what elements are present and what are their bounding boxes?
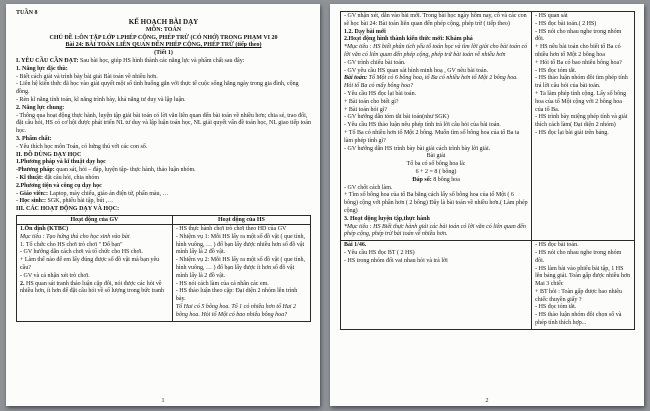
paragraph <box>344 13 528 29</box>
paragraph <box>16 18 311 27</box>
paragraph-lead: 1.Phương pháp và kĩ thuật dạy học <box>16 159 106 166</box>
paragraph <box>16 81 311 97</box>
paragraph <box>20 281 169 297</box>
paragraph <box>344 177 528 185</box>
paragraph-text: - Biết cách giải và trình bày bài giải Bài toán về nhiều hơn. <box>16 73 158 80</box>
paragraph <box>16 27 311 35</box>
paragraph-lead: I. YÊU CẦU CẦN ĐẠT: <box>16 58 79 65</box>
paragraph-text: đặt câu hỏi, chia nhóm <box>43 175 99 182</box>
paragraph <box>344 75 528 91</box>
paragraph <box>535 21 631 29</box>
paragraph <box>20 234 169 242</box>
paragraph-lead: - Kĩ thuật: <box>16 175 43 182</box>
paragraph <box>16 136 311 144</box>
gv-activities-cell <box>341 12 532 241</box>
paragraph-lead: II. ĐỒ DÙNG DẠY HỌC <box>16 151 82 158</box>
paragraph-text: Tổ ba có số bông hoa là: <box>406 161 466 168</box>
paragraph-lead: 1. Năng lực đặc thù: <box>16 65 68 72</box>
hs-activities-cell <box>532 12 635 241</box>
paragraph <box>16 144 311 152</box>
paragraph <box>344 91 528 99</box>
paragraph-lead: 2.Hoạt động hình thành kiến thức mới: Khám phá <box>344 36 473 43</box>
paragraph <box>344 44 528 60</box>
paragraph <box>20 273 169 281</box>
gv-activities-cell <box>17 225 173 322</box>
paragraph-text: + BT hỏi : Toàn gấp được bao nhiêu chiếc thuyền giấy ? <box>535 288 622 303</box>
paragraph-lead: - Giáo viên:: <box>16 190 48 197</box>
gv-activities-cell <box>341 241 532 330</box>
paragraph-text: - HS thảo luận nhóm đôi tìm phép tính trả lời câu hỏi của bài toán. <box>535 75 628 90</box>
paragraph-text: - Yêu cầu HS thảo luận nêu phép tính trả lời câu hỏi của bài toán. <box>344 122 501 129</box>
paragraph <box>535 289 631 305</box>
paragraph-text: Laptop, máy chiếu, giáo án điện tử, phấn màu, … <box>48 190 169 197</box>
paragraph-text: Sau bài học, giúp HS hình thành các năng lực và phẩm chất sau đây: <box>78 58 245 65</box>
paragraph <box>16 183 311 191</box>
paragraph-lead: MÔN: TOÁN <box>145 26 182 33</box>
paragraph-text: - HS thảo luận theo cặp: Đại diện 2 nhóm lên trình bày. <box>175 288 298 303</box>
paragraph-text: + Bài toán hỏi gì? <box>344 106 388 113</box>
paragraph <box>344 122 528 130</box>
paragraph <box>16 206 311 214</box>
paragraph <box>176 257 307 280</box>
paragraph <box>344 258 528 266</box>
paragraph <box>535 312 631 328</box>
table-header-hs: Hoạt động của HS <box>172 216 310 225</box>
page-number-1: 1 <box>161 398 165 404</box>
paragraph <box>16 105 311 113</box>
paragraph-text: - HS trình bày miệng phép tính và giải thích cách làm( Đại diện 2 nhóm) <box>535 114 628 129</box>
paragraph-text: + HS nêu bài toán cho biết tổ Ba có nhiều hơn tổ Một 2 bông hoa <box>535 44 621 58</box>
paragraph-text: - GV chốt cách làm. <box>344 184 393 191</box>
paragraph <box>535 114 631 130</box>
paragraph <box>535 130 631 138</box>
paragraph <box>176 234 307 257</box>
paragraph-text: - HS làm bài vào phiếu bài tập, 1 HS lên bảng giải. Toàn gấp được nhiều hơn Mai 3 chiếc <box>535 265 631 288</box>
paragraph-text: - GV và cả nhận xét trò chơi. <box>20 272 90 279</box>
paragraph-lead: 1.2. Dạy bài mới <box>344 28 386 35</box>
paragraph-lead: III. CÁC HOẠT ĐỘNG DẠY VÀ HỌC: <box>16 206 120 213</box>
paragraph-text: HS quan sát tranh thảo luận cặp đôi, nói được các hỏi về nhiều hơn, ít hơn để đặt câu hỏi về số lượng trong bức tranh <box>20 280 164 295</box>
paragraph-lead: -Phương pháp: <box>16 167 55 174</box>
paragraph-lead: 1.Ổn định (KTBC) <box>20 226 69 233</box>
paragraph <box>344 130 528 146</box>
paragraph <box>344 60 528 68</box>
paragraph-text: - HS đọc bài toán. <box>535 242 579 249</box>
paragraph <box>535 250 631 266</box>
paragraph <box>535 68 631 76</box>
document-page-1 <box>6 4 320 406</box>
paragraph-text: 8 bông hoa <box>431 176 460 183</box>
paragraph-text: - GV hướng dẫn cách chơi và tổ chức cho HS chơi. <box>20 249 143 256</box>
paragraph-text: - HS quan sát <box>535 13 568 19</box>
paragraph-text: + Tìm số bông hoa của tổ Ba bằng cách lấy số bông hoa của tổ Một ( 6 bông) cộng với phần hơn ( 2 bông) Đây là bài toán về nhiều hơn.( Làm phép cộng) <box>344 192 528 214</box>
paragraph-text: 6 + 2 = 8 ( bông) <box>415 168 457 175</box>
paragraph-lead: (Tiết 1) <box>154 50 173 57</box>
paragraph <box>20 226 169 234</box>
paragraph <box>535 91 631 114</box>
paragraph <box>344 169 528 177</box>
activities-table-row <box>341 241 635 330</box>
paragraph-text: - HS nói cho nhau nghe trong nhóm đôi. <box>535 249 622 264</box>
paragraph-text: + Bài toán cho biết gì? <box>344 98 399 105</box>
page1-top-section <box>16 10 311 214</box>
paragraph <box>344 224 528 240</box>
paragraph-lead: Đáp số: <box>412 176 432 183</box>
paragraph <box>176 304 307 320</box>
paragraph-text: - HS đọc bài toán.( 2 HS) <box>535 20 597 27</box>
paragraph <box>16 175 311 183</box>
paragraph <box>535 242 631 250</box>
paragraph-text: SGK, phiếu bài tập, bút ,… <box>46 198 114 205</box>
paragraph <box>344 99 528 107</box>
paragraph-text: - Thông qua hoạt động thực hành, luyện tập giải bài toán có lời văn liên quan đến bài toán về nhiều hơn; chia sẻ, trao đổi, đặt câu hỏi, HS có cơ hội được phát triển NL tư duy và lập luận toán học, NL giải quyết vấn đề toán học, NL giao tiếp toán học. <box>16 112 311 135</box>
paragraph-lead: Bài 1/46. <box>344 242 367 249</box>
paragraph-text: Bài giải <box>426 153 446 160</box>
paragraph-text: + Hỏi tổ Ba có bao nhiêu bông hoa? <box>535 59 622 66</box>
hs-activities-cell <box>532 241 635 330</box>
activities-table <box>16 215 311 322</box>
activities-table-row <box>17 225 311 322</box>
table-header-gv: Hoạt động của GV <box>17 216 173 225</box>
paragraph <box>344 153 528 161</box>
paragraph <box>20 257 169 273</box>
paragraph-text: - Yêu cầu HS đọc lại bài toán. <box>344 90 417 97</box>
activities-table-continued <box>340 11 635 330</box>
paragraph-text: + Tổ Ba có nhiều hơn tổ Một 2 bông. Muốn tìm số bông hoa của tổ Ba ta làm phép tính gì? <box>344 129 520 144</box>
paragraph-text: - GV hướng dẫn tóm tắt bài toán(như SGK) <box>344 114 449 121</box>
paragraph-text: - Yêu cầu HS đọc BT ( 2 HS) <box>344 249 415 256</box>
paragraph-lead: 3. Phẩm chất: <box>16 136 52 143</box>
paragraph-text: Tổ Hai có 5 bông hoa. Tổ 1 có nhiều hơn tổ Hai 2 bông hoa. Hỏi tổ Một có bao nhiêu bông hoa? <box>175 303 297 318</box>
paragraph <box>16 66 311 74</box>
paragraph-text: + Làm thế nào để em lấy đúng được số đồ vật mà bạn yêu cầu? <box>20 257 160 271</box>
paragraph-lead: Bài 24: BÀI TOÁN LIÊN QUAN ĐẾN PHÉP CỘNG, PHÉP TRỪ (tiếp theo) <box>65 42 262 49</box>
paragraph-text: - GV yêu cầu HS quan sát hình minh hoạ , GV nêu bài toán. <box>344 67 489 74</box>
paragraph-text: 1. Tổ chức cho HS chơi trò chơi " Đố bạn" <box>20 241 123 248</box>
paragraph <box>16 97 311 105</box>
paragraph-text: - HS thực hành chơi trò chơi theo HD của GV <box>175 226 287 233</box>
paragraph <box>344 242 528 250</box>
paragraph <box>535 13 631 21</box>
paragraph <box>16 58 311 66</box>
paragraph-text: - HS trong nhóm đổi vai nhau hỏi và trả lời <box>344 257 448 264</box>
paragraph-lead: 3. Hoạt động luyện tập,thực hành <box>344 215 430 222</box>
paragraph <box>16 167 311 175</box>
document-page-2 <box>330 4 644 406</box>
paragraph-text: + Ta làm phép tính cộng. Lấy số bông hoa của tổ Một cộng với 2 bông hoa của tổ Ba. <box>535 90 627 113</box>
paragraph <box>344 114 528 122</box>
paragraph <box>16 50 311 58</box>
paragraph-text: quan sát, hỏi – đáp, luyện tập- thực hành, thảo luận nhóm. <box>54 167 196 174</box>
activities-table-row <box>341 12 635 241</box>
paragraph-text: - HS đọc tóm tắt. <box>535 67 577 74</box>
paragraph-lead: - Học sinh:: <box>16 198 46 205</box>
paragraph-lead: CHỦ ĐỀ 1:ÔN TẬP LỚP 1.PHÉP CỘNG, PHÉP TRỪ (CÓ NHỚ) TRONG PHẠM VI 20 <box>49 34 278 41</box>
paragraph-text: - HS nói cách làm của cá nhân các em. <box>175 280 269 287</box>
paragraph-text: - Nhiệm vụ 1: Mỗi HS lấy ra một số đồ vật ( que tính, hình vuông, … ) đố bạn lấy được nhiều hơn số đồ vật mình lấy là 2 đồ vật. <box>175 233 305 256</box>
paragraph <box>535 266 631 289</box>
paragraph <box>344 250 528 258</box>
page-number-2: 2 <box>485 398 489 404</box>
paragraph-lead: Bài toán: <box>344 75 368 82</box>
paragraph <box>535 60 631 68</box>
paragraph-text: *Mục tiêu : HS biết phân tích yếu tố toán học và tìm lời giải cho bài toán có lời văn có liên quan đến phép cộng, phép trừ bài toán về nhiều hơn <box>344 44 528 58</box>
paragraph-text: *Mục tiêu : HS Biết thực hành giải các bài toán có lời văn có liên quan đến phép cộng, phép trừ bài toán về nhiều hơn. <box>344 223 526 238</box>
paragraph <box>16 10 311 18</box>
activities-table-header-row <box>17 216 311 225</box>
paragraph <box>16 152 311 160</box>
paragraph <box>176 281 307 289</box>
paragraph-text: - Yêu thích học môn Toán, có hứng thú với các con số. <box>16 143 148 150</box>
paragraph <box>535 75 631 91</box>
paragraph <box>344 146 528 154</box>
paragraph-text: - Liên hệ kiến thức đã học vào giải quyết một số tình huống gắn với thực tế cuộc sống hằng ngày trong gia đình, cộng đồng. <box>16 81 299 96</box>
paragraph-lead: KẾ HOẠCH BÀI DẠY <box>128 17 199 26</box>
paragraph-text: - HS đọc tóm tắt. <box>535 304 577 311</box>
paragraph-text: - HS nói cho nhau nghe trong nhóm đôi. <box>535 28 622 43</box>
paragraph-text: - GV trình chiếu bài toán. <box>344 59 406 66</box>
paragraph-lead: 2.Phương tiện và công cụ dạy học <box>16 182 102 189</box>
paragraph-text: - Rèn kĩ năng tính toán, kĩ năng trình bày, khả năng tư duy và lập luận. <box>16 97 186 104</box>
paragraph <box>344 161 528 169</box>
paragraph <box>535 29 631 45</box>
paragraph <box>16 159 311 167</box>
paragraph-text: Mục tiêu : Tạo hứng thú cho học sinh vào bài <box>20 233 130 240</box>
paragraph-text: - GV nhận xét, dẫn vào bài mới. Trong bài học ngày hôm nay, cô và các con sẽ học bài 24: Bài toán liên quan đến phép cộng, phép trừ ( tiếp theo) <box>344 13 527 27</box>
paragraph-lead: TUẦN 8 <box>16 10 38 16</box>
paragraph <box>16 113 311 136</box>
paragraph <box>176 288 307 304</box>
paragraph-text: Tổ Một có 6 bông hoa, tổ Ba có nhiều hơn tổ Một 2 bông hoa. Hỏi tổ Ba có mấy bông hoa? <box>344 75 518 90</box>
paragraph <box>344 192 528 215</box>
paragraph-text: - HS đọc lại bài giải trên bảng. <box>535 129 609 136</box>
paragraph-text: - Nhiệm vụ 2: Mỗi HS lấy ra một số đồ vật ( que tính, hình vuông, … ) đố bạn lấy được ít hơn số đồ vật mình lấy là 2 đồ vật. <box>175 257 305 279</box>
paragraph <box>535 44 631 60</box>
paragraph-lead: 2. <box>20 280 25 287</box>
paragraph <box>176 226 307 234</box>
hs-activities-cell <box>172 225 310 322</box>
paragraph-text: - HS thảo luận nhóm đôi chọn số và phép tính thích hợp... <box>535 312 622 327</box>
paragraph-lead: 2. Năng lực chung: <box>16 104 65 111</box>
paragraph <box>344 216 528 224</box>
paragraph-text: - GV hướng dẫn HS trình bày bài giải cách trình bày lời giải. <box>344 145 491 152</box>
